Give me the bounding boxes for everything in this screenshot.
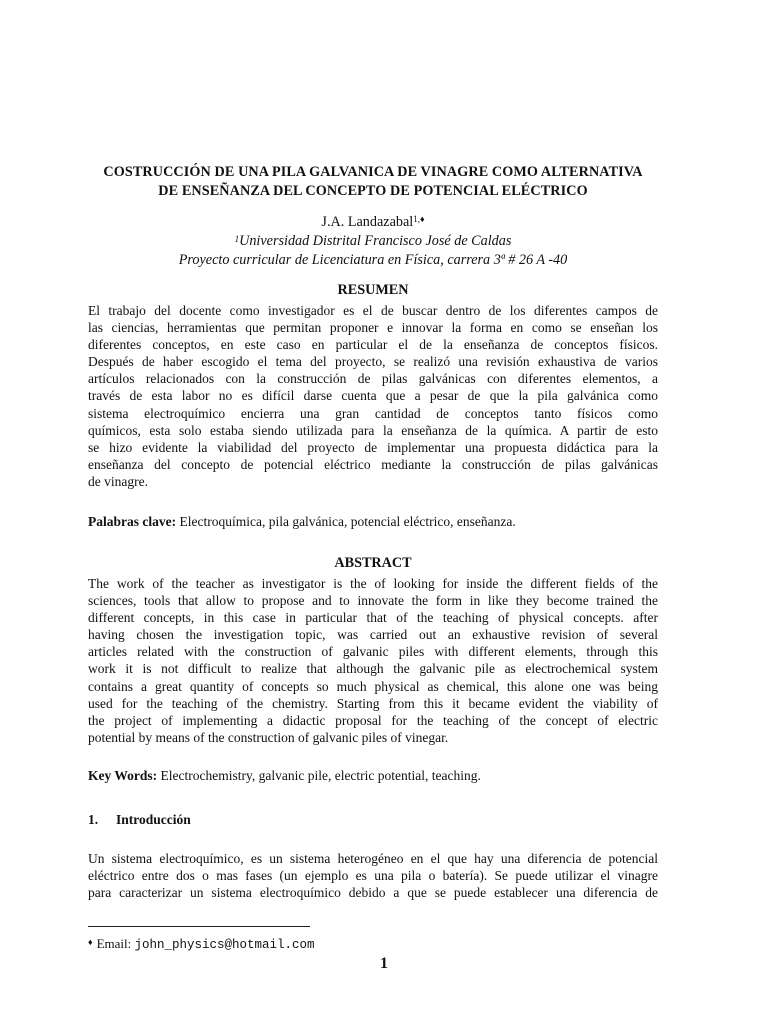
paper-page [88,0,658,1024]
affiliation-mark: 1 [234,234,240,244]
text-line: El trabajo del docente como investigador es el de buscar dentro de los diferentes campos de [88,303,658,318]
text-line: different concepts, in this case in particular that of the teaching of physical concepts. after [88,610,658,626]
palabras-clave [88,513,658,530]
text-line: se hizo evidente la viabilidad del proyecto de implementar una propuesta didáctica para la [88,439,658,455]
footnote [88,935,315,954]
text-line: artículos relacionados con la construcción de pilas galvánicas con diferentes elementos, a [88,371,658,387]
key-words [88,767,658,784]
text-line: enseñanza del concepto de potencial eléctrico mediante la construcción de pilas galvánicas [88,456,658,472]
text-line: químicos, esta solo estaba siendo utilizada para la enseñanza de la química. A partir de esto [88,422,658,438]
email-link[interactable]: john_physics@hotmail.com [134,938,315,952]
affiliation-line [88,232,658,251]
resumen-paragraph [88,302,658,490]
text-line: articles related with the construction of galvanic piles with different elements, through this [88,644,658,660]
key-words-text: Electrochemistry, galvanic pile, electric potential, teaching. [160,768,481,783]
text-line: las ciencias, herramientas que permitan proponer e innovar la forma en como se enseñan los [88,320,658,336]
abstract-heading: ABSTRACT [334,555,412,571]
author-name: J.A. Landazabal [321,214,414,230]
text-line: The work of the teacher as investigator is the of looking for inside the different fields of the [88,576,658,591]
author-line [88,213,658,232]
text-line: used for the teaching of the chemistry. Starting from this it became evident the viability of [88,695,658,711]
affiliation: Universidad Distrital Francisco José de Caldas [239,233,512,249]
text-line: sciences, tools that allow to propose and to innovate the form in like they become trained the [88,593,658,609]
text-line: para caracterizar un sistema electroquímico debido a que se puede establecer una diferencia de [88,885,658,901]
author-block [88,213,658,270]
text-line: Un sistema electroquímico, es un sistema heterogéneo en el que hay una diferencia de potencial [88,851,658,866]
text-line: sistema electroquímico encierra una gran cantidad de conceptos tanto físicos como [88,405,658,421]
text-line: de vinagre. [88,473,148,489]
footnote-divider [88,926,310,927]
abstract-paragraph [88,575,658,746]
text-line: eléctrico entre dos o mas fases (un ejemplo es una pila o batería). Se puede utilizar el vinagre [88,868,658,884]
footnote-label: Email: [96,936,132,951]
author-marks: 1,♦ [413,214,425,224]
title-line-1: COSTRUCCIÓN DE UNA PILA GALVANICA DE VINAGRE COMO ALTERNATIVA [103,164,643,180]
text-line: contains a great quantity of concepts so much physical as chemical, this alone one was being [88,678,658,694]
resumen-heading: RESUMEN [337,282,409,298]
text-line: having chosen the investigation topic, was carried out an exhaustive revision of several [88,627,658,643]
section-number: 1. [88,812,99,827]
text-line: potential by means of the construction of galvanic piles of vinegar. [88,729,449,745]
title-line-2: DE ENSEÑANZA DEL CONCEPTO DE POTENCIAL ELÉCTRICO [158,183,588,199]
key-words-label: Key Words: [88,768,158,783]
palabras-clave-label: Palabras clave: [88,514,177,529]
text-line: the project of implementing a didactic proposal for the teaching of the concept of electric [88,712,658,728]
paper-title [88,163,658,201]
palabras-clave-text: Electroquímica, pila galvánica, potencial eléctrico, enseñanza. [179,514,516,529]
text-line: través de esta labor no es difícil darse cuenta que a pesar de que la pila galvánica como [88,388,658,404]
text-line: Después de haber escogido el tema del proyecto, se realizó una revisión exhaustiva de varios [88,354,658,370]
address-line: Proyecto curricular de Licenciatura en Física, carrera 3ª # 26 A -40 [178,252,568,268]
intro-paragraph [88,850,658,901]
section-1-heading [88,811,191,828]
text-line: work it is not difficult to realize that although the galvanic pile as electrochemical system [88,661,658,677]
section-title: Introducción [116,812,191,827]
footnote-mark: ♦ [88,937,93,947]
text-line: diferentes conceptos, en este caso en particular el de la enseñanza de conceptos físicos. [88,337,658,353]
page-number: 1 [380,955,388,972]
